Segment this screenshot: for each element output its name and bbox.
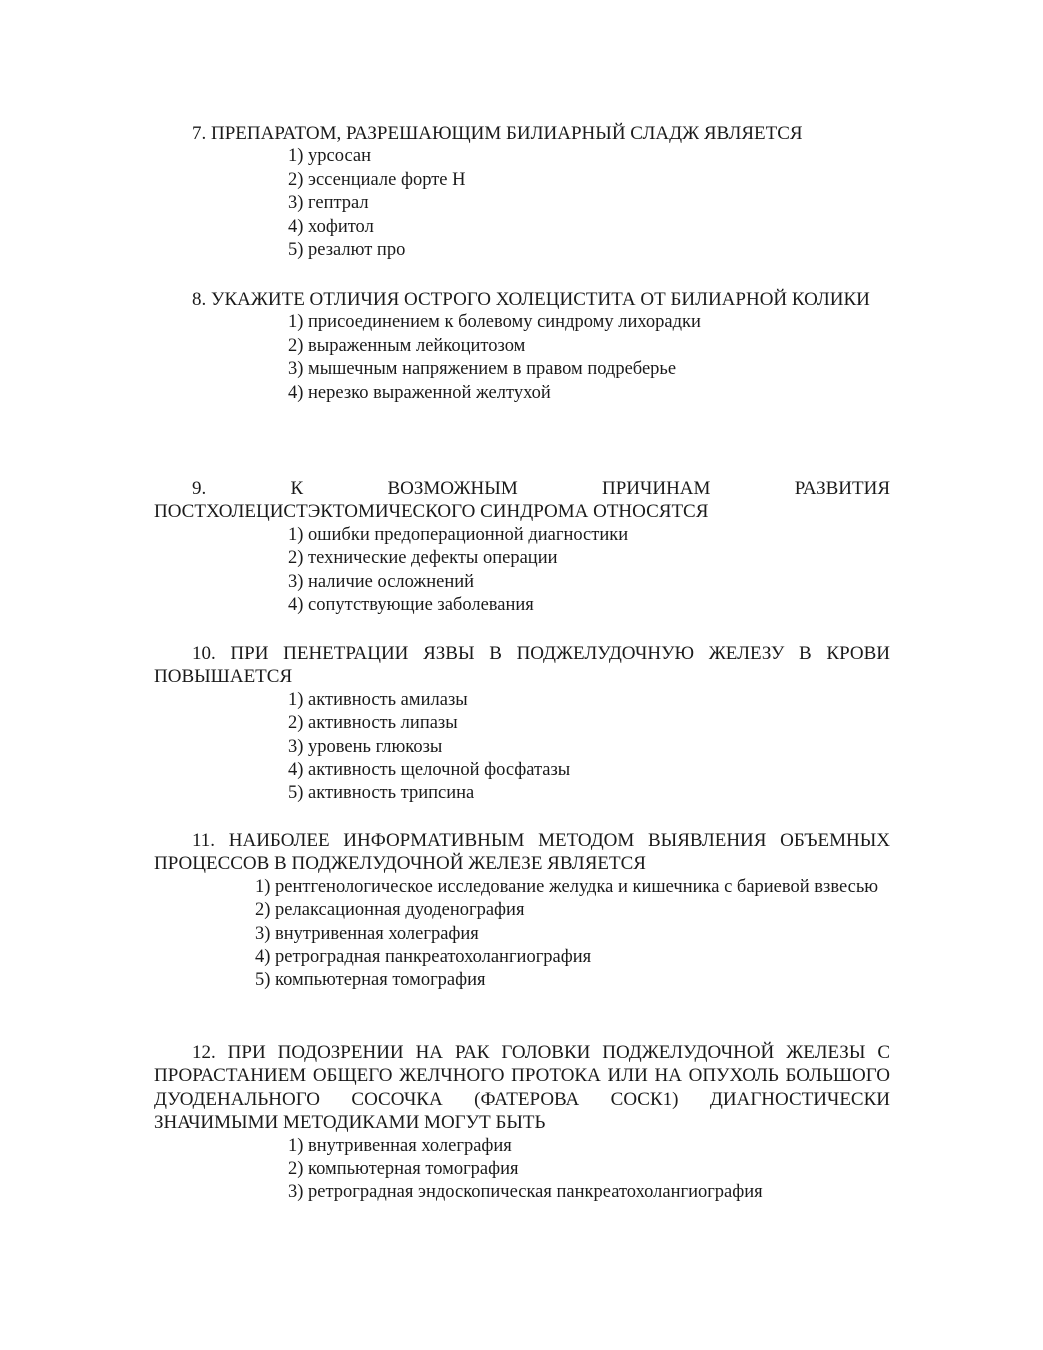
question-stem: 7. ПРЕПАРАТОМ, РАЗРЕШАЮЩИМ БИЛИАРНЫЙ СЛАДЖ ЯВЛЯЕТСЯ — [192, 123, 803, 144]
option: 4) нерезко выраженной желтухой — [288, 382, 551, 403]
option: 2) релаксационная дуоденография — [255, 900, 525, 921]
option: 5) компьютерная томография — [255, 970, 486, 991]
question-9 — [154, 477, 890, 617]
option: 5) резалют про — [288, 240, 406, 261]
question-10 — [154, 642, 890, 806]
option: 1) активность амилазы — [288, 689, 468, 710]
option: 3) внутривенная холеграфия — [255, 923, 479, 944]
question-stem: 9. К ВОЗМОЖНЫМ ПРИЧИНАМ РАЗВИТИЯ ПОСТХОЛЕЦИСТЭКТОМИЧЕСКОГО СИНДРОМА ОТНОСЯТСЯ — [154, 478, 890, 523]
option: 2) компьютерная томография — [288, 1159, 519, 1180]
option: 1) урсосан — [288, 146, 372, 167]
question-stem: 12. ПРИ ПОДОЗРЕНИИ НА РАК ГОЛОВКИ ПОДЖЕЛУДОЧНОЙ ЖЕЛЕЗЫ С ПРОРАСТАНИЕМ ОБЩЕГО ЖЕЛЧНОГО ПРОТОКА ИЛИ НА ОПУХОЛЬ БОЛЬШОГО ДУОДЕНАЛЬНОГО СОСОЧКА (ФАТЕРОВА СОСК1) ДИАГНОСТИЧЕСКИ ЗНАЧИМЫМИ МЕТОДИКАМИ МОГУТ БЫТЬ — [154, 1042, 890, 1134]
question-7 — [154, 122, 890, 262]
question-stem: 11. НАИБОЛЕЕ ИНФОРМАТИВНЫМ МЕТОДОМ ВЫЯВЛЕНИЯ ОБЪЕМНЫХ ПРОЦЕССОВ В ПОДЖЕЛУДОЧНОЙ ЖЕЛЕЗЕ ЯВЛЯЕТСЯ — [154, 830, 890, 875]
option: 2) эссенциале форте Н — [288, 169, 466, 190]
option-list — [255, 876, 890, 993]
option: 4) хофитол — [288, 216, 374, 237]
option: 2) технические дефекты операции — [288, 548, 558, 569]
question-12 — [154, 1041, 890, 1205]
option: 4) активность щелочной фосфатазы — [288, 760, 571, 781]
option: 3) гептрал — [288, 193, 369, 214]
option-list — [288, 311, 890, 405]
question-stem: 10. ПРИ ПЕНЕТРАЦИИ ЯЗВЫ В ПОДЖЕЛУДОЧНУЮ ЖЕЛЕЗУ В КРОВИ ПОВЫШАЕТСЯ — [154, 643, 890, 688]
option: 5) активность трипсина — [288, 783, 475, 804]
option-list — [288, 689, 890, 806]
option: 1) внутривенная холеграфия — [288, 1135, 512, 1156]
option: 2) выраженным лейкоцитозом — [288, 335, 526, 356]
option: 1) присоединением к болевому синдрому лихорадки — [288, 312, 701, 333]
option: 1) рентгенологическое исследование желудка и кишечника с бариевой взвесью — [255, 876, 879, 897]
option: 1) ошибки предоперационной диагностики — [288, 524, 629, 545]
option: 4) сопутствующие заболевания — [288, 595, 534, 616]
option-list — [288, 524, 890, 618]
option-list — [288, 1135, 890, 1205]
question-8 — [154, 288, 890, 405]
option-list — [288, 145, 890, 262]
option: 4) ретроградная панкреатохолангиография — [255, 947, 592, 968]
option: 3) ретроградная эндоскопическая панкреатохолангиография — [288, 1182, 763, 1203]
option: 3) наличие осложнений — [288, 571, 475, 592]
question-11 — [154, 829, 890, 993]
option: 3) мышечным напряжением в правом подреберье — [288, 359, 677, 380]
question-stem: 8. УКАЖИТЕ ОТЛИЧИЯ ОСТРОГО ХОЛЕЦИСТИТА ОТ БИЛИАРНОЙ КОЛИКИ — [192, 289, 870, 310]
option: 3) уровень глюкозы — [288, 736, 443, 757]
option: 2) активность липазы — [288, 713, 458, 734]
